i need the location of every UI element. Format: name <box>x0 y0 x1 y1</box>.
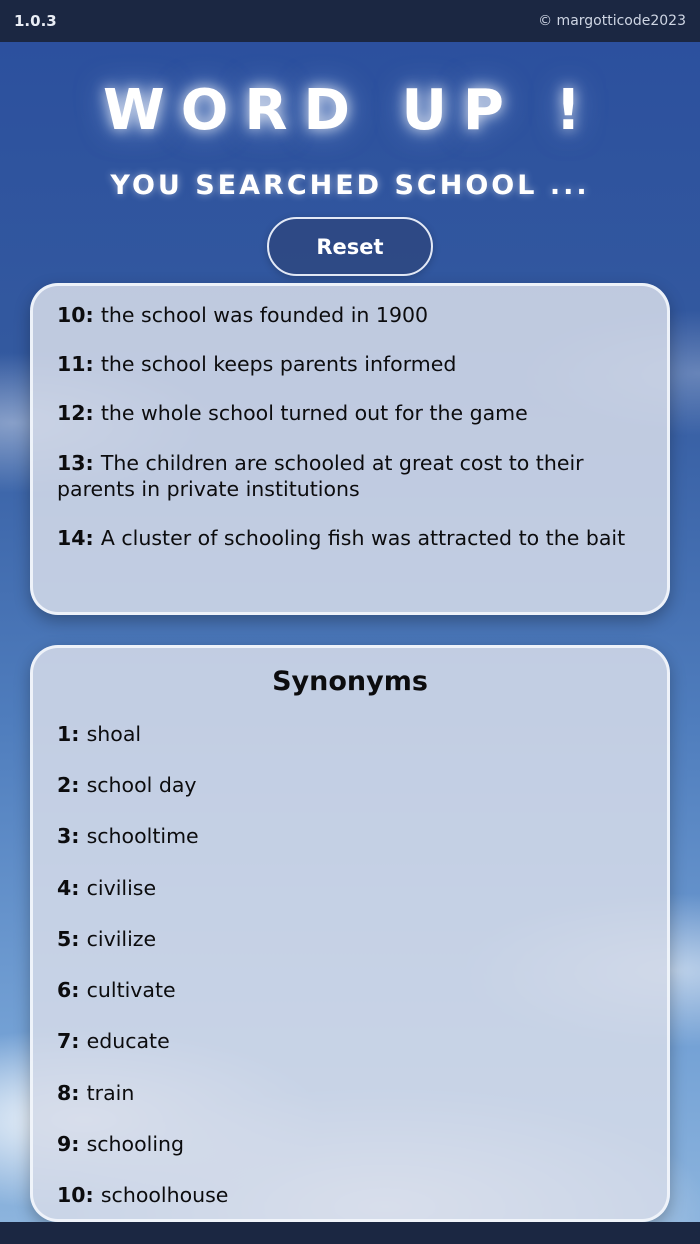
synonym-item <box>57 1131 643 1157</box>
synonym-number: 1: <box>57 722 87 746</box>
synonym-item <box>57 1080 643 1106</box>
example-text: the school was founded in 1900 <box>100 303 429 327</box>
synonym-item <box>57 926 643 952</box>
example-number: 10: <box>57 303 101 327</box>
synonym-number: 2: <box>57 773 87 798</box>
synonym-text: train <box>86 1080 135 1105</box>
example-number: 12: <box>57 401 101 426</box>
synonym-text: shoal <box>86 722 142 746</box>
example-item <box>57 450 643 502</box>
example-text: The children are schooled at great cost to their parents in private institutions <box>57 450 584 501</box>
synonym-number: 5: <box>57 926 87 951</box>
example-number: 14: <box>57 526 101 551</box>
synonym-number: 7: <box>57 1029 87 1054</box>
example-item <box>57 525 643 551</box>
reset-button[interactable]: Reset <box>267 217 433 276</box>
synonym-number: 10: <box>57 1183 101 1208</box>
synonym-text: cultivate <box>86 978 176 1003</box>
status-bar <box>0 0 700 42</box>
synonym-text: schoolhouse <box>100 1183 229 1208</box>
synonyms-list <box>57 721 643 1208</box>
synonym-number: 9: <box>57 1131 87 1156</box>
synonyms-title: Synonyms <box>272 666 428 697</box>
synonyms-card <box>30 645 670 1222</box>
synonym-item <box>57 1028 643 1054</box>
example-text: the whole school turned out for the game <box>100 401 528 426</box>
synonym-number: 4: <box>57 875 87 900</box>
synonym-item <box>57 721 643 747</box>
example-item <box>57 400 643 426</box>
example-text: the school keeps parents informed <box>100 352 457 377</box>
synonym-number: 8: <box>57 1080 87 1105</box>
synonym-number: 3: <box>57 824 87 849</box>
example-item <box>57 302 643 328</box>
example-number: 11: <box>57 352 101 377</box>
example-item <box>57 351 643 377</box>
synonym-text: schooling <box>86 1131 185 1156</box>
synonym-text: civilise <box>86 875 157 900</box>
synonym-item <box>57 772 643 798</box>
example-number: 13: <box>57 450 101 475</box>
synonym-item <box>57 1182 643 1208</box>
example-text: A cluster of schooling fish was attracted to the bait <box>100 526 626 551</box>
synonym-text: educate <box>86 1029 170 1054</box>
examples-card[interactable] <box>30 283 670 615</box>
synonym-item <box>57 823 643 849</box>
copyright-label: © margotticode2023 <box>538 13 686 29</box>
synonym-text: school day <box>86 773 197 798</box>
synonym-text: schooltime <box>86 824 199 849</box>
synonym-number: 6: <box>57 978 87 1003</box>
version-label: 1.0.3 <box>14 12 57 30</box>
app-title: WORD UP ! <box>102 78 598 143</box>
synonym-item <box>57 875 643 901</box>
footer-bar <box>0 1222 700 1244</box>
search-subtitle: YOU SEARCHED SCHOOL ... <box>110 170 590 201</box>
synonym-text: civilize <box>86 926 157 951</box>
synonym-item <box>57 977 643 1003</box>
